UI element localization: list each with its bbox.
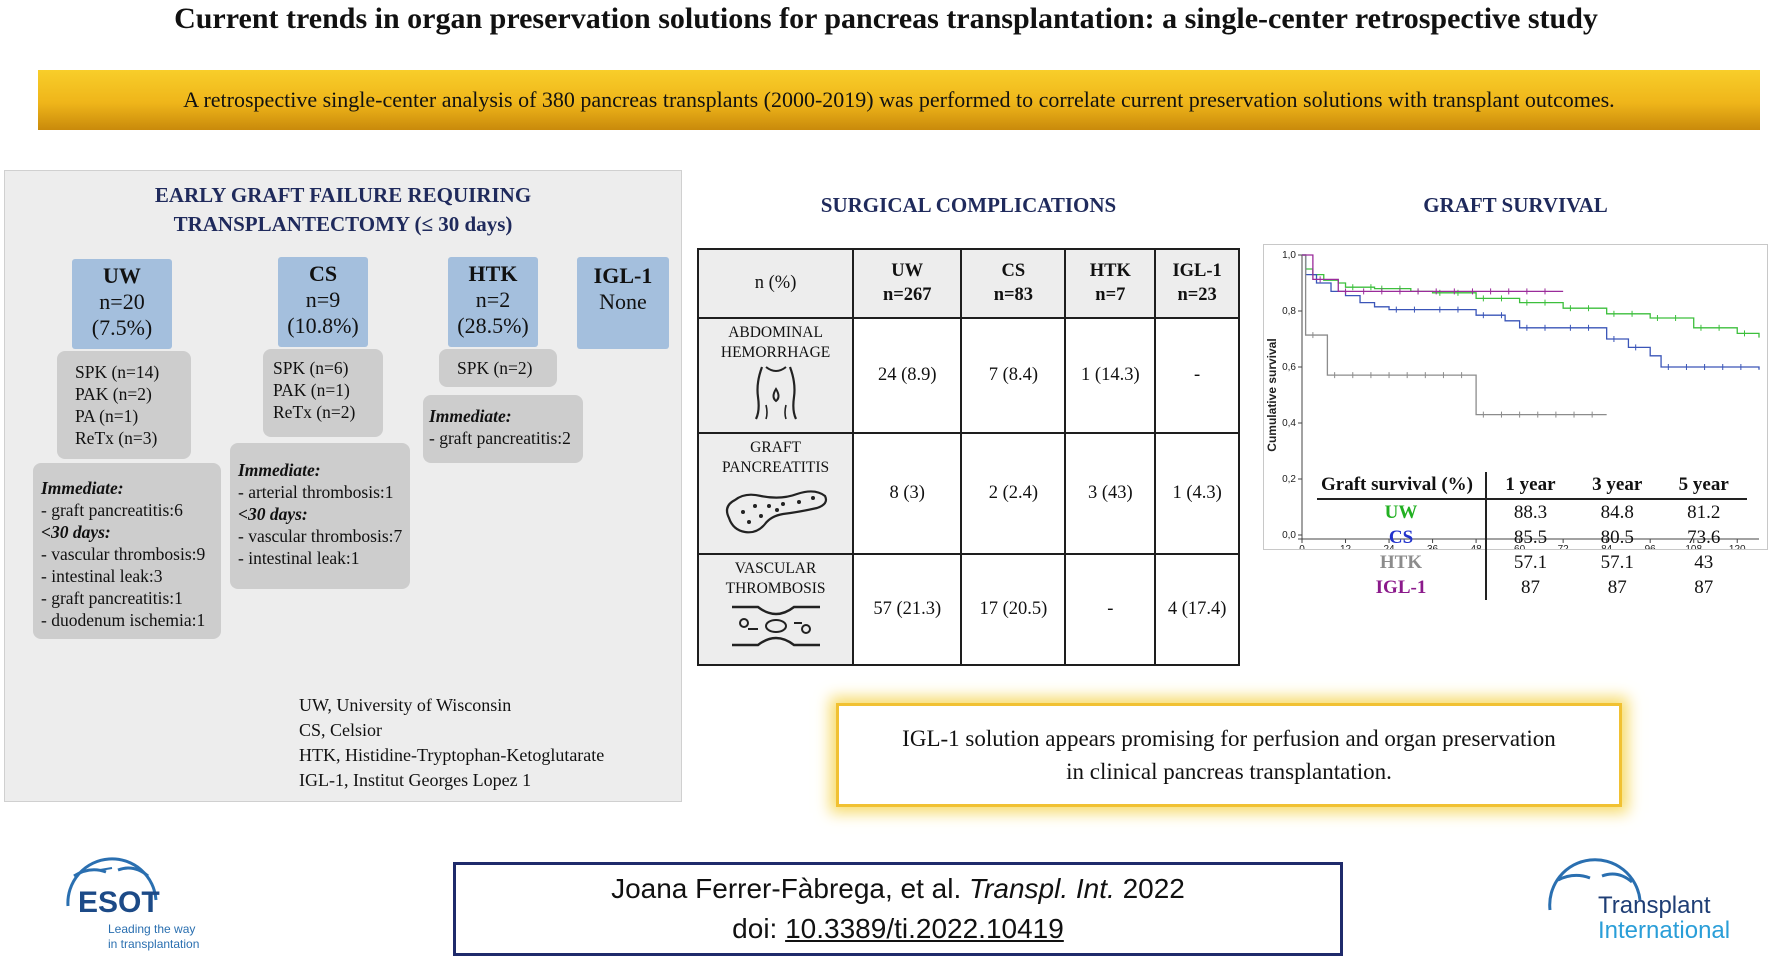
htk-type-box [439,349,557,387]
cell: 7 (8.4) [961,318,1065,433]
col-header-cs: CS n=83 [961,249,1065,318]
citation-authors: Joana Ferrer-Fàbrega, et al. [611,873,970,904]
gs-cell: 87 [1607,577,1627,598]
abdomen-icon [748,363,804,421]
immediate-label: Immediate: [429,406,512,426]
immediate-label: Immediate: [238,460,321,480]
gs-row [1317,550,1747,575]
htk-pct: (28.5%) [457,313,529,338]
uw-type: PA (n=1) [75,406,139,426]
col-header-uw: UW n=267 [853,249,961,318]
col-header-igl: IGL-1 n=23 [1155,249,1239,318]
htk-cause-box [423,395,583,463]
n-percent-header: n (%) [698,249,853,318]
table-row [698,318,1239,433]
gs-cell: 88.3 [1513,502,1548,523]
immediate-label: Immediate: [41,478,124,498]
km-line-igl-1 [1302,255,1563,291]
summary-banner [38,70,1760,130]
early-failure-title-line1: EARLY GRAFT FAILURE REQUIRING [154,183,532,207]
gs-row [1317,525,1747,550]
citation-line [456,869,1340,909]
table-row [698,433,1239,554]
gs-header: 5 year [1660,472,1747,499]
doi-label: doi: [732,913,786,944]
x-tick-label [1299,544,1305,549]
cs-failure-box [278,257,368,347]
gs-cell: 85.5 [1513,527,1548,548]
cs-type: SPK (n=6) [273,358,349,378]
gs-cell: 43 [1694,552,1714,573]
cell: 17 (20.5) [961,554,1065,665]
cell: 57 (21.3) [853,554,961,665]
cs-type: PAK (n=1) [273,380,350,400]
gs-cell: 87 [1694,577,1714,598]
km-line-htk [1302,255,1607,415]
htk-n: n=2 [475,287,511,312]
uw-type: PAK (n=2) [75,384,152,404]
cell: 24 (8.9) [853,318,961,433]
km-line-uw [1302,255,1759,338]
cell: 1 (4.3) [1155,433,1239,554]
cs-label: CS [308,261,338,286]
cause-item: - graft pancreatitis:6 [41,500,183,520]
pancreas-icon [721,478,831,538]
y-tick-label: 1,0 [1282,250,1296,261]
gs-cell: 87 [1520,577,1540,598]
ti-line2: International [1598,917,1731,944]
row-label-pancreatitis: GRAFT PANCREATITIS [698,433,853,554]
gs-cell: 57.1 [1513,552,1548,573]
igl-failure-box [577,257,669,349]
graft-survival-title: GRAFT SURVIVAL [1423,193,1608,217]
cause-item: - duodenum ischemia:1 [41,610,206,630]
cause-item: - graft pancreatitis:1 [41,588,183,608]
table-row [698,554,1239,665]
late-label: <30 days: [238,504,308,524]
late-label: <30 days: [41,522,111,542]
gs-cell: 57.1 [1600,552,1634,573]
cell: 4 (17.4) [1155,554,1239,665]
early-graft-failure-panel [4,170,682,802]
ti-line1: Transplant [1598,892,1711,919]
uw-pct: (7.5%) [91,315,153,340]
gs-row-name: UW [1317,499,1486,525]
y-tick-label: 0,2 [1282,474,1296,485]
cell: - [1155,318,1239,433]
uw-failure-box [72,259,172,349]
htk-failure-box [448,257,538,347]
uw-type: ReTx (n=3) [75,428,158,448]
esot-logo [56,846,216,958]
gs-row-name: HTK [1317,550,1486,575]
conclusion-box [836,703,1622,807]
htk-label: HTK [468,261,518,286]
uw-cause-box [33,463,221,639]
complications-title: SURGICAL COMPLICATIONS [820,193,1117,217]
cell: - [1065,554,1155,665]
uw-type: SPK (n=14) [75,362,160,382]
esot-name: ESOT [78,886,160,919]
gs-cell: 73.6 [1687,527,1721,548]
y-axis-label: Cumulative survival [1265,338,1279,452]
cause-item: - intestinal leak:3 [41,566,163,586]
y-tick-label: 0,6 [1282,362,1296,373]
y-tick-label: 0,4 [1282,418,1296,429]
cause-item: - arterial thrombosis:1 [238,482,394,502]
y-tick-label: 0,8 [1282,306,1296,317]
gs-cell: 80.5 [1600,527,1634,548]
cs-type-box [263,349,383,437]
uw-n: n=20 [99,289,145,314]
cs-pct: (10.8%) [287,313,359,338]
gs-cell: 81.2 [1687,502,1721,523]
cause-item: - graft pancreatitis:2 [429,428,571,448]
uw-type-box [57,351,191,459]
cs-type: ReTx (n=2) [273,402,356,422]
gs-header: 3 year [1574,472,1661,499]
abbreviation-legend [299,693,604,793]
gs-row [1317,575,1747,600]
cs-cause-box [230,443,410,589]
conclusion-line: IGL-1 solution appears promising for perfusion and organ preservation [902,726,1556,751]
cause-item: - intestinal leak:1 [238,548,360,568]
graft-survival-table [1317,472,1747,600]
gs-row [1317,499,1747,525]
cell: 1 (14.3) [1065,318,1155,433]
table-header-row [698,249,1239,318]
gs-header-row [1317,472,1747,499]
complications-table [697,248,1240,666]
km-line-cs [1302,255,1759,370]
col-header-htk: HTK n=7 [1065,249,1155,318]
row-label-hemorrhage: ABDOMINAL HEMORRHAGE [698,318,853,433]
abbreviation: HTK, Histidine-Tryptophan-Ketoglutarate [299,745,605,765]
igl-label: IGL-1 [593,263,653,288]
conclusion-line: in clinical pancreas transplantation. [1066,759,1392,784]
cause-item: - vascular thrombosis:7 [238,526,403,546]
citation-journal: Transpl. Int. [969,873,1115,904]
summary-text: A retrospective single-center analysis of 380 pancreas transplants (2000-2019) was performed to correlate current preservation solutions with transplant outcomes. [183,87,1615,112]
cell: 3 (43) [1065,433,1155,554]
uw-label: UW [103,263,141,288]
gs-row-name: IGL-1 [1317,575,1486,600]
row-label-thrombosis: VASCULAR THROMBOSIS [698,554,853,665]
citation-year: 2022 [1114,873,1185,904]
gs-header: 1 year [1486,472,1574,499]
cs-n: n=9 [305,287,341,312]
esot-tagline: Leading the way in transplantation [108,922,200,951]
early-failure-title-line2: TRANSPLANTECTOMY (≤ 30 days) [173,212,513,236]
cell: 8 (3) [853,433,961,554]
igl-value: None [599,289,647,314]
cell: 2 (2.4) [961,433,1065,554]
ti-logo [1540,850,1768,958]
abbreviation: UW, University of Wisconsin [299,695,512,715]
abbreviation: CS, Celsior [299,720,383,740]
citation-box [453,862,1343,956]
gs-row-name: CS [1317,525,1486,550]
page-title: Current trends in organ preservation solutions for pancreas transplantation: a single-center retrospective study [174,2,1598,35]
early-failure-title [5,181,681,239]
abbreviation: IGL-1, Institut Georges Lopez 1 [299,770,532,790]
doi-link[interactable]: 10.3389/ti.2022.10419 [785,913,1064,944]
htk-type: SPK (n=2) [457,358,533,378]
cause-item: - vascular thrombosis:9 [41,544,206,564]
thrombosis-icon [728,599,824,653]
gs-header: Graft survival (%) [1317,472,1486,499]
y-tick-label: 0,0 [1282,530,1296,541]
gs-cell: 84.8 [1600,502,1634,523]
doi-line [456,909,1340,949]
